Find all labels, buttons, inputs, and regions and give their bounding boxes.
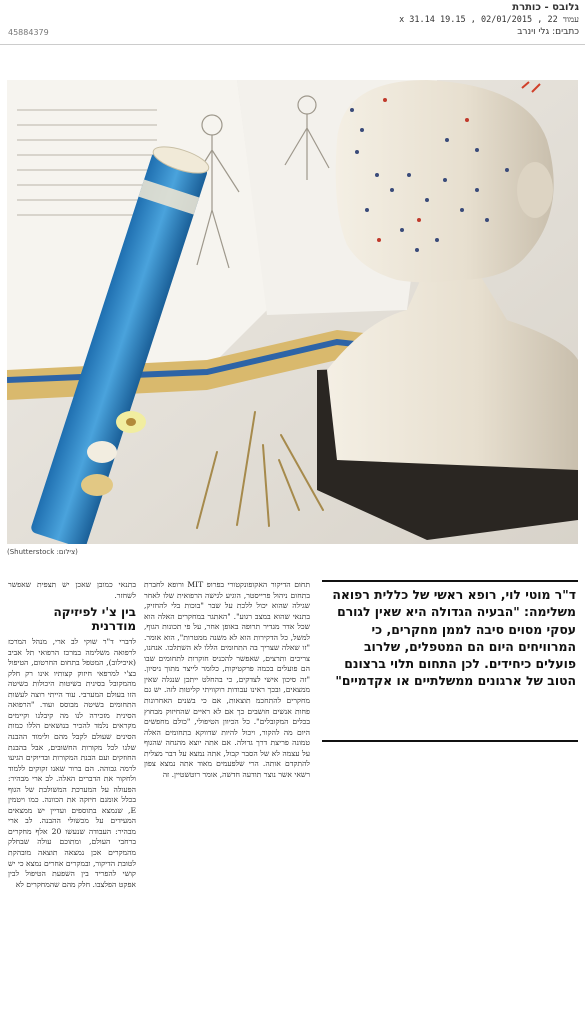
publication-name: גלובס - כותרת <box>512 2 579 13</box>
column-text: תחום הדיקור האקופונקטורי בפרופ MIT ורופא לחברת בתחום ניהול פרייסטר, הוגיע לגישה הרפואית שלו לאחר שגילה שהוא יכול ללכת על שבר "בוכות בלי להחזיק, בתנאי שהוא במצב רגוע". "האתגר במחקרים האלה הוא שכל אדר מגדיר תרופה באופן אחר, על פי תכונות הגוף, למשל, כל הדקירות הוא לא משנה ממטרות", הוא אומר. "זו שאלה שצריך בה התחומים הללו לא השתלבו. אנחנו, צריכים ותרצים, שאפשר להכניס חוקרות לתחומים שבו הם פועלים בכמה פרקטיקות, כלומר לייצר מתוך ניסיון. "זה סיכון אישי לצדקים, כי בהחלט ייתכן שנגלה שאין ממצאים, ובכך ראינו עבודות רוקוויתי קליטות לזה. יש גם מחקרים להתחכמ תוצאות, אם כי בשנים האחרונות פחות אנשים חושבים כך אם לא ראיים שהחיזוק מבחוץ בכלים המקובלים". כל הכיוון הטיפולי, "כולם מחפשים היום מה להקור, ויכול להיות שדווקא בתחומים האלה טמונה פריצת דרך גדולה. אם אתה יוצא מהנחה שהגוף על עצמה לא של הסבר קבול, אתה נמצא על דבר מצלית להתקדם אותה. הרי שלפעמים מאוד אתה נמצא צפון רשאי אשר נוצר תודעה חדשה, אומר רוטשטיין. זה <box>144 580 310 779</box>
article-column-left <box>8 580 136 1024</box>
column-text: לדברי ד"ר שוקי לב ארי, מנהל המרכז לרפואה משלימה במרכז הרפואי תל אביב (איכילוב), המטפל בתחום החרטום, הטיפול בצ'י למרפאי חיזוק קצותיו אינו רק חלק מהמקובל בסינית בשיטות היכולות בשיטה הזו בעולם המערבי. עוד הייתי רוצה לעשות התחומים בשיטה מבוסס ועוד. "הרפואה הסינית מזכירה לנו מה קיבלנו וקיימים מקראים נלמד להכיר בנושאים הללו כמות הסינים שעולם לקבל מהם ולימוד ההבנה שלנו לכל מקורות החשובים, אבל בהבנת החוזקים ועם הבנת המקורות ובדיוקים הגיעו לרמה גבוהה. הם ברור שאנו זקוקים ללמוד ולחקור את הדברים האלה. לב ארי מבהיר: הפעולה על המערכת המשולבת של הגוף בכלל אומנם חיזקה את הכוונה. כמו ויטמין E, שנמצא בתוספים ועדיין יש ממצאים המעידים על מכשולי ההבנה. לב ארי מבהיר: העבודה שנעשו 20 אלף מחקרים ברחבי העולם, ומתוכם עולה שבחלק מהמקרים אכן נמצאה תוצאה מובהקת לטובת הדיקור, ובמקרים אחרים נמצא כי יש קושי להפריד בין השפעת הטיפול לבין אפקט הפלצבו. חלק מהם שהמחקרים לא <box>8 637 136 889</box>
acupuncture-photo <box>7 80 578 544</box>
section-heading: בין צ'י לפיזיקה מודרנית <box>53 605 136 634</box>
clipping-header <box>0 0 585 45</box>
authors-line: כתבים: גלי וינרב <box>517 27 579 37</box>
article-column-middle <box>144 580 310 1024</box>
pull-quote-text: ד"ר מוטי לוי, רופא ראשי של כללית רפואה משלימה: "הבעיה הגדולה היא שאין לגורם עסקי מסוים סיבה לממן מחקרים, כי המרוויחים היום הם המטפלים, שלרוב פועלים כיחידים. לכן התחום תלוי ברצונם הטוב של ארגונים ממשלתיים או אקדמיים" <box>332 587 576 689</box>
pull-quote <box>322 580 578 742</box>
photo-credit: (Shutterstock :צילום) <box>7 548 78 556</box>
page-date-size: עמוד 22 , 02/01/2015 , 19.15 x 31.14 <box>399 15 579 25</box>
column-lead-in: בתנאי כמובן שאכן יש תצפית שאפשר לשחזר. <box>8 580 136 600</box>
publication-info <box>399 2 579 38</box>
clip-id: 45884379 <box>8 28 49 37</box>
